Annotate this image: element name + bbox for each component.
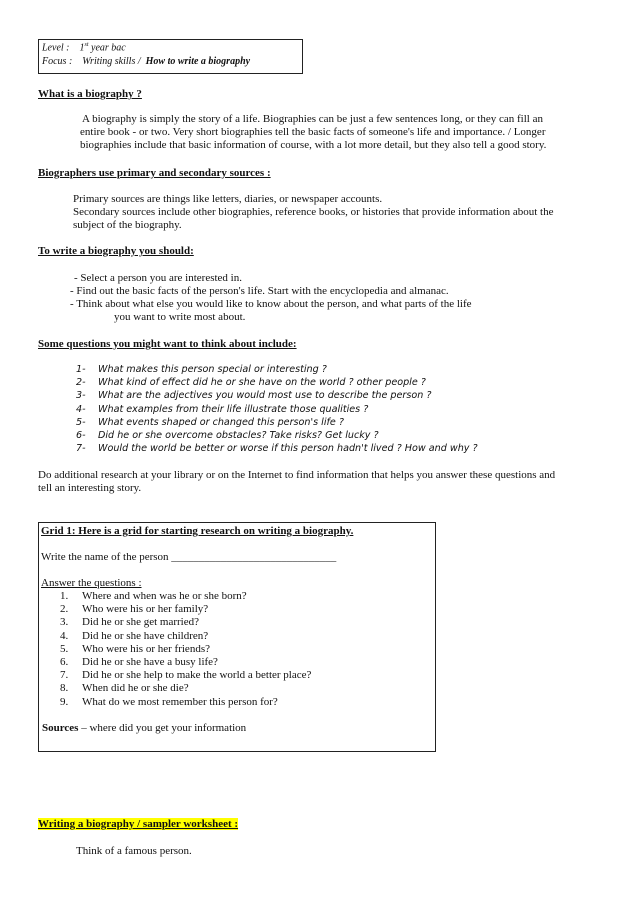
name-prompt: Write the name of the person ______________________________ xyxy=(41,551,337,563)
level-line xyxy=(42,42,126,53)
research-grid xyxy=(38,522,436,752)
question-number: 1- xyxy=(76,364,86,375)
question-number: 7- xyxy=(76,443,86,455)
question-text: What are the adjectives you would most use to describe the person ? xyxy=(98,390,432,402)
worksheet-heading-text: Writing a biography / sampler worksheet : xyxy=(38,818,239,830)
list-item: - Find out the basic facts of the person's life. Start with the encyclopedia and almanac. xyxy=(70,285,449,297)
question-number: 4- xyxy=(76,403,86,415)
focus-label: Focus : xyxy=(42,56,73,67)
grid-question-number: 8. xyxy=(60,682,69,695)
worksheet-heading xyxy=(38,818,238,831)
level-label: Level : xyxy=(42,42,70,54)
para-line: tell an interesting story. xyxy=(38,482,142,494)
grid-question-text: Did he or she have a busy life? xyxy=(82,656,218,668)
para-line: A biography is simply the story of a life. Biographies can be just a few sentences long, or they can fill an xyxy=(82,113,543,125)
para-line: entire book - or two. Very short biographies tell the basic facts of someone's life and importance. / Longer xyxy=(80,126,546,138)
heading-to-write: To write a biography you should: xyxy=(38,245,194,257)
list-item: - Select a person you are interested in. xyxy=(74,272,242,284)
level-sup: st xyxy=(84,42,89,48)
header-box xyxy=(38,39,303,74)
question-text: Did he or she overcome obstacles? Take risks? Get lucky ? xyxy=(98,430,379,441)
heading-sources: Biographers use primary and secondary sources : xyxy=(38,167,271,179)
grid-question-text: Did he or she have children? xyxy=(82,629,209,642)
grid-question-number: 1. xyxy=(60,590,69,602)
answer-label: Answer the questions : xyxy=(41,577,142,589)
grid-question-number: 4. xyxy=(60,629,69,642)
grid-question-text: Did he or she get married? xyxy=(82,616,199,629)
list-item: - Think about what else you would like to know about the person, and what parts of the life xyxy=(70,298,472,310)
question-number: 5- xyxy=(76,416,86,428)
para-line: Secondary sources include other biographies, reference books, or histories that provide information about the xyxy=(73,206,554,218)
para-line: Primary sources are things like letters, diaries, or newspaper accounts. xyxy=(73,193,383,205)
question-text: What makes this person special or interesting ? xyxy=(98,364,327,375)
question-number: 3- xyxy=(76,390,86,402)
para-line: biographies include that basic information of course, with a lot more detail, but they also tell a good story. xyxy=(80,139,547,151)
para-line: Do additional research at your library or on the Internet to find information that helps you answer these questions and xyxy=(38,469,556,481)
grid-question-text: Who were his or her friends? xyxy=(82,642,210,655)
sources-label: Sources xyxy=(42,722,79,734)
question-text: Would the world be better or worse if this person hadn't lived ? How and why ? xyxy=(98,443,478,455)
question-text: What kind of effect did he or she have on the world ? other people ? xyxy=(98,377,426,389)
question-text: What events shaped or changed this person's life ? xyxy=(98,416,344,428)
grid-title: Grid 1: Here is a grid for starting research on writing a biography. xyxy=(41,525,354,537)
worksheet-instruction: Think of a famous person. xyxy=(76,845,192,857)
focus-value: Writing skills / xyxy=(82,56,141,67)
grid-question-text: Who were his or her family? xyxy=(82,603,209,616)
question-text: What examples from their life illustrate those qualities ? xyxy=(98,403,369,415)
heading-questions: Some questions you might want to think about include: xyxy=(38,338,297,350)
list-item-continuation: you want to write most about. xyxy=(114,311,246,323)
grid-question-number: 3. xyxy=(60,616,69,629)
grid-question-text: When did he or she die? xyxy=(82,682,189,695)
grid-question-number: 9. xyxy=(60,695,69,708)
question-number: 6- xyxy=(76,430,86,441)
sources-line xyxy=(42,722,246,735)
grid-question-number: 2. xyxy=(60,603,69,616)
para-line: subject of the biography. xyxy=(73,219,182,231)
grid-question-number: 7. xyxy=(60,669,69,682)
heading-what-is: What is a biography ? xyxy=(38,88,142,100)
grid-question-text: Where and when was he or she born? xyxy=(82,590,247,602)
sources-text: – where did you get your information xyxy=(78,722,247,734)
grid-question-text: What do we most remember this person for? xyxy=(82,695,278,708)
level-rest: year bac xyxy=(88,42,126,54)
question-number: 2- xyxy=(76,377,86,389)
grid-question-text: Did he or she help to make the world a better place? xyxy=(82,669,312,682)
focus-title: How to write a biography xyxy=(145,56,251,67)
grid-question-number: 6. xyxy=(60,656,69,668)
focus-line xyxy=(42,56,250,67)
grid-question-number: 5. xyxy=(60,642,69,655)
level-value: 1 xyxy=(79,42,85,54)
